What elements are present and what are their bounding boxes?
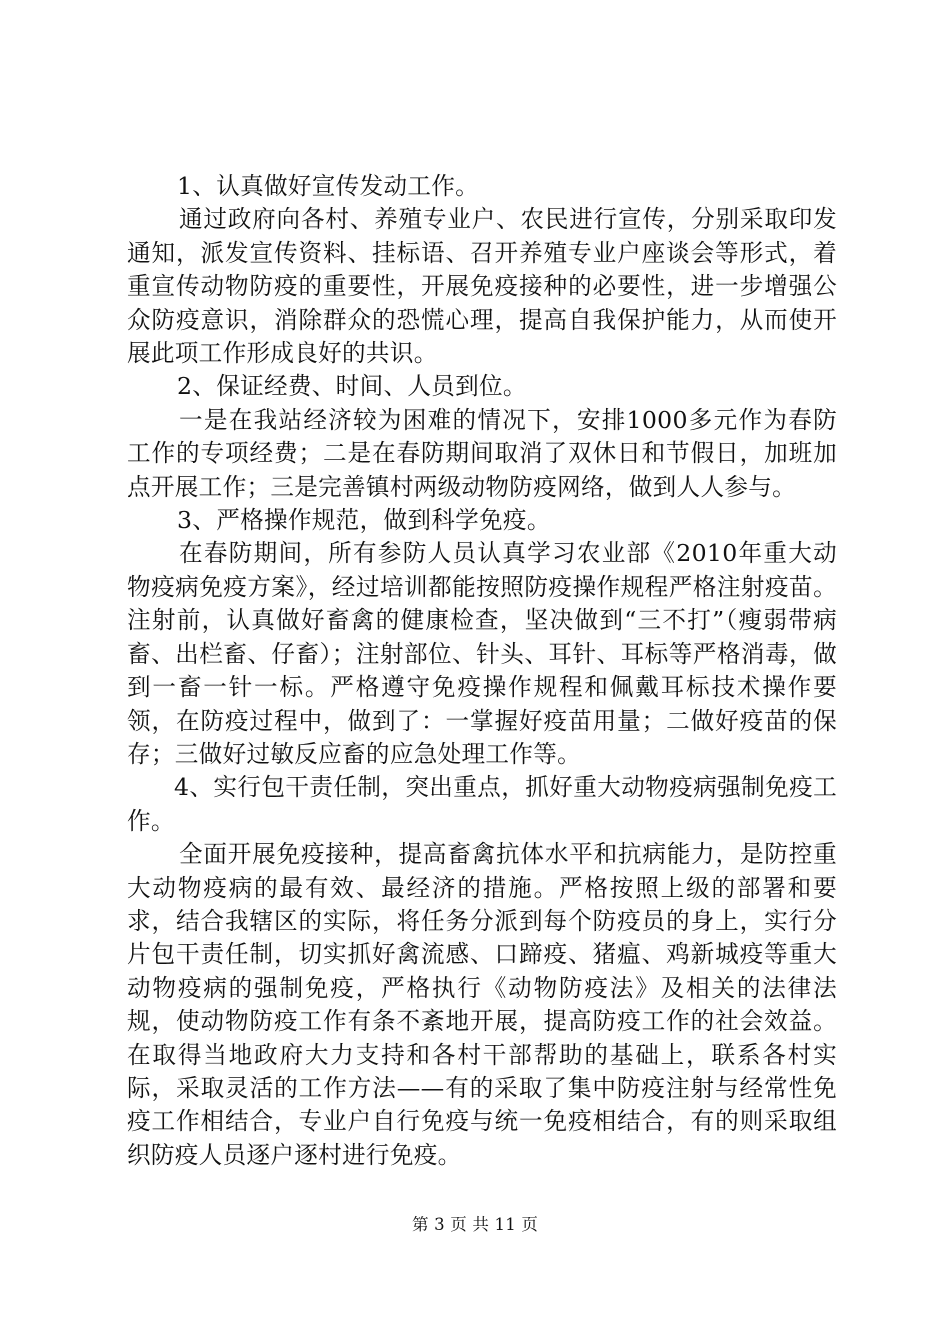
section-heading-responsibility: 4、实行包干责任制，突出重点，抓好重大动物疫病强制免疫工作。 [127,773,837,835]
section-heading-publicity: 1、认真做好宣传发动工作。 [177,172,480,200]
page-number-label: 第 3 页 共 11 页 [411,1215,539,1234]
body-text [127,170,837,1172]
paragraph-publicity: 通过政府向各村、养殖专业户、农民进行宣传，分别采取印发通知，派发宣传资料、挂标语、召开养殖专业户座谈会等形式，着重宣传动物防疫的重要性，开展免疫接种的必要性，进一步增强公众防疫意识，消除群众的恐慌心理，提高自我保护能力，从而使开展此项工作形成良好的共识。 [127,205,837,368]
paragraph-procedure: 在春防期间，所有参防人员认真学习农业部《2010年重大动物疫病免疫方案》，经过培训都能按照防疫操作规程严格注射疫苗。注射前，认真做好畜禽的健康检查，坚决做到“三不打”（瘦弱带病畜、出栏畜、仔畜）；注射部位、针头、耳针、耳标等严格消毒，做到一畜一针一标。严格遵守免疫操作规程和佩戴耳标技术操作要领，在防疫过程中，做到了：一掌握好疫苗用量；二做好疫苗的保存；三做好过敏反应畜的应急处理工作等。 [127,539,837,768]
section-heading-funding: 2、保证经费、时间、人员到位。 [177,372,527,401]
section-heading-procedure: 3、严格操作规范，做到科学免疫。 [177,506,551,535]
paragraph-funding: 一是在我站经济较为困难的情况下，安排1000多元作为春防工作的专项经费；二是在春防期间取消了双休日和节假日，加班加点开展工作；三是完善镇村两级动物防疫网络，做到人人参与。 [127,405,837,501]
page-footer [0,1214,950,1236]
paragraph-responsibility: 全面开展免疫接种，提高畜禽抗体水平和抗病能力，是防控重大动物疫病的最有效、最经济的措施。严格按照上级的部署和要求，结合我辖区的实际，将任务分派到每个防疫员的身上，实行分片包干责任制，切实抓好禽流感、口蹄疫、猪瘟、鸡新城疫等重大动物疫病的强制免疫，严格执行《动物防疫法》及相关的法律法规，使动物防疫工作有条不紊地开展，提高防疫工作的社会效益。在取得当地政府大力支持和各村干部帮助的基础上，联系各村实际，采取灵活的工作方法——有的采取了集中防疫注射与经常性免疫工作相结合，专业户自行免疫与统一免疫相结合，有的则采取组织防疫人员逐户逐村进行免疫。 [127,840,837,1169]
